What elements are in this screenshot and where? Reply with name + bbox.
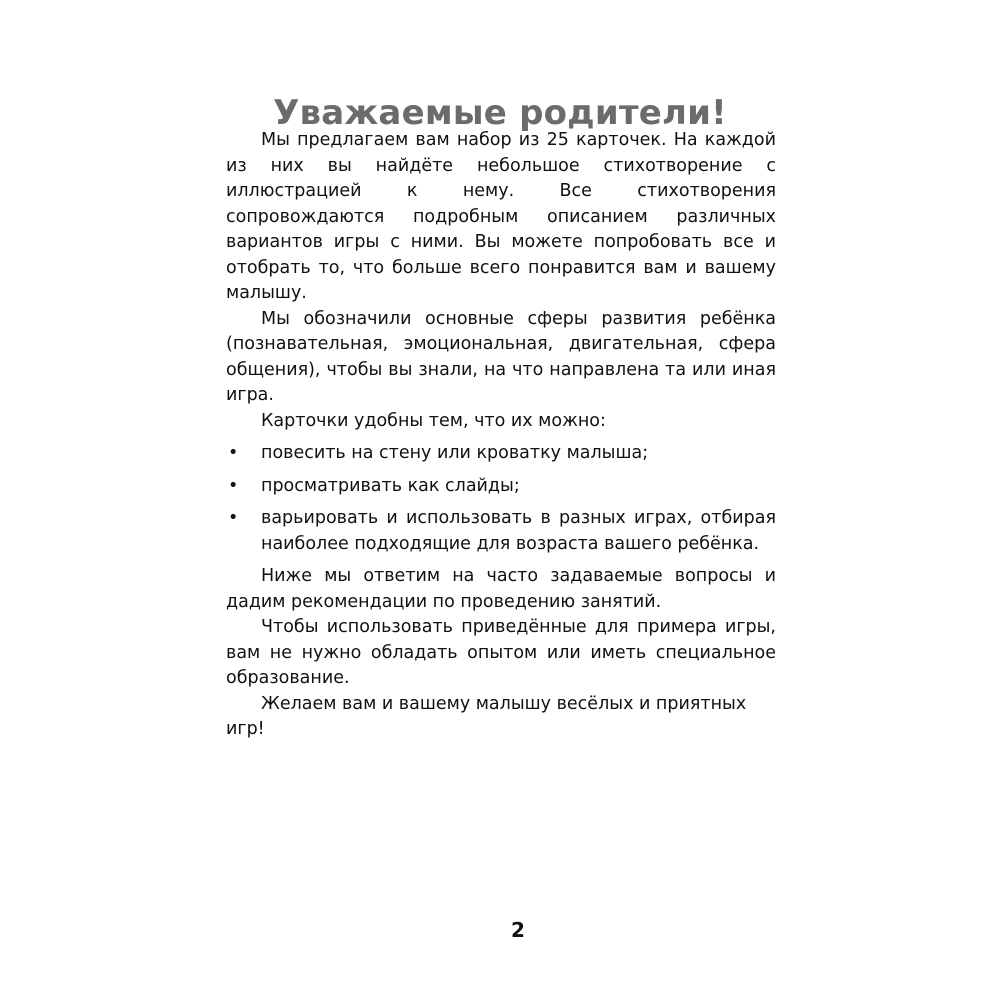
list-item-text: повесить на стену или кроватку малыша; <box>261 443 649 463</box>
page-title: Уважаемые родители! <box>273 92 727 133</box>
faq-intro-paragraph: Ниже мы ответим на часто задаваемые вопросы и дадим рекомендации по проведению занятий. <box>226 566 776 612</box>
body-text <box>226 128 776 743</box>
intro-paragraph: Мы предлагаем вам набор из 25 карточек. На каждой из них вы найдёте небольшое стихотворение с иллюстрацией к нему. Все стихотворения сопровождаются подробным описанием различных вариантов игры с ними. Вы можете попробовать все и отобрать то, что больше всего понравится вам и вашему малышу. <box>226 130 776 303</box>
list-item <box>226 441 776 467</box>
bullet-icon: • <box>228 508 239 528</box>
bullet-icon: • <box>228 443 239 463</box>
cards-convenience-paragraph: Карточки удобны тем, что их можно: <box>261 410 606 431</box>
list-item-text: варьировать и использовать в разных играх, отбирая наиболее подходящие для возраста вашего ребёнка. <box>261 508 776 554</box>
development-spheres-paragraph: Мы обозначили основные сферы развития ребёнка (познавательная, эмоциональная, двигательная, сфера общения), чтобы вы знали, на что направлена та или иная игра. <box>226 308 776 405</box>
list-item <box>226 474 776 500</box>
page-number: 2 <box>511 918 525 942</box>
bullet-list <box>226 441 776 557</box>
bullet-icon: • <box>228 475 239 496</box>
wishes-paragraph: Желаем вам и вашему малышу весёлых и приятных игр! <box>226 693 747 739</box>
list-item-text: просматривать как слайды; <box>261 475 520 496</box>
no-experience-paragraph: Чтобы использовать приведённые для примера игры, вам не нужно обладать опытом или иметь специальное образование. <box>226 617 776 688</box>
list-item <box>226 506 776 557</box>
